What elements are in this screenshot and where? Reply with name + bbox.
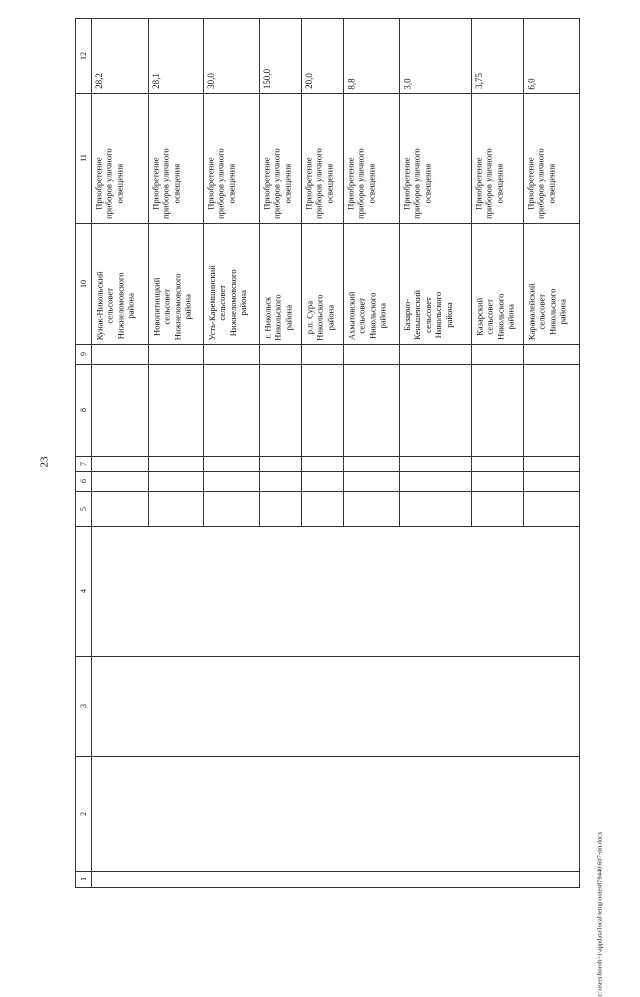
column-number-header: 6 xyxy=(78,479,88,483)
table-gridline-vertical xyxy=(399,93,400,223)
table-gridline-vertical xyxy=(399,344,400,364)
amount-cell: 3,75 xyxy=(473,73,484,89)
table-gridline-vertical xyxy=(203,364,204,456)
column-number-header: 2 xyxy=(78,811,88,816)
municipality-cell: Новопятницкий сельсовет Нижнеломовского района xyxy=(151,272,193,340)
municipality-cell: Карамалейский сельсовет Никольского района xyxy=(526,282,568,340)
purpose-cell: Приобретение приборов уличного освещения xyxy=(303,148,335,219)
amount-cell: 28,1 xyxy=(150,73,161,89)
table-gridline-vertical xyxy=(301,344,302,364)
table-gridline-horizontal xyxy=(76,364,579,365)
table-gridline-vertical xyxy=(523,93,524,223)
table-gridline-vertical xyxy=(259,364,260,456)
table-gridline-vertical xyxy=(343,93,344,223)
municipality-cell: Казарский сельсовет Никольского района xyxy=(474,293,516,341)
amount-cell: 8,8 xyxy=(346,77,357,90)
table-gridline-vertical xyxy=(399,19,400,93)
table-gridline-horizontal xyxy=(76,223,579,224)
table-gridline-vertical xyxy=(203,223,204,344)
column-number-header: 10 xyxy=(78,279,88,288)
column-number-header: 4 xyxy=(78,589,88,593)
table-gridline-vertical xyxy=(259,19,260,93)
table-gridline-vertical xyxy=(399,223,400,344)
purpose-cell: Приобретение приборов уличного освещения xyxy=(93,148,125,219)
column-number-header: 1 xyxy=(78,877,88,881)
table-gridline-vertical xyxy=(148,344,149,364)
table-gridline-vertical xyxy=(203,456,204,471)
municipality-cell: Усть-Каремшинский сельсовет Нижнеломовского района xyxy=(206,264,248,341)
table-gridline-vertical xyxy=(148,223,149,344)
table-gridline-vertical xyxy=(259,471,260,491)
column-number-header: 3 xyxy=(78,704,88,708)
table-gridline-vertical xyxy=(471,471,472,491)
table-gridline-vertical xyxy=(259,93,260,223)
table-gridline-vertical xyxy=(523,471,524,491)
municipality-cell: р.п. Сура Никольского района xyxy=(304,293,335,341)
table-gridline-vertical xyxy=(471,344,472,364)
table-gridline-vertical xyxy=(301,364,302,456)
table-gridline-horizontal xyxy=(76,471,579,472)
table-gridline-vertical xyxy=(301,456,302,471)
table-gridline-vertical xyxy=(203,491,204,526)
municipality-cell: г. Никольск Никольского района xyxy=(262,293,293,341)
table-gridline-vertical xyxy=(148,491,149,526)
amount-cell: 20,0 xyxy=(303,73,314,89)
municipality-cell: Базарно- Кеньшенский сельсовет Никольского района xyxy=(401,290,454,340)
table-gridline-vertical xyxy=(301,491,302,526)
table-gridline-vertical xyxy=(523,344,524,364)
table-gridline-vertical xyxy=(91,19,92,887)
table-gridline-vertical xyxy=(301,471,302,491)
column-number-header: 11 xyxy=(78,154,88,162)
table-gridline-vertical xyxy=(343,364,344,456)
table-gridline-horizontal xyxy=(76,526,579,527)
table-gridline-horizontal xyxy=(76,344,579,345)
document-table xyxy=(75,18,580,888)
municipality-cell: Ахматовский сельсовет Никольского района xyxy=(345,291,388,340)
table-gridline-horizontal xyxy=(76,491,579,492)
amount-cell: 28,2 xyxy=(93,73,104,89)
column-number-header: 9 xyxy=(78,352,88,356)
table-gridline-vertical xyxy=(301,223,302,344)
table-gridline-vertical xyxy=(259,491,260,526)
amount-cell: 30,0 xyxy=(205,73,216,89)
table-gridline-vertical xyxy=(399,456,400,471)
table-gridline-vertical xyxy=(523,491,524,526)
table-gridline-vertical xyxy=(343,19,344,93)
table-gridline-vertical xyxy=(471,19,472,93)
table-gridline-horizontal xyxy=(76,456,579,457)
table-gridline-vertical xyxy=(203,93,204,223)
amount-cell: 6,0 xyxy=(526,77,537,90)
amount-cell: 3,0 xyxy=(402,77,413,90)
table-gridline-vertical xyxy=(148,93,149,223)
table-gridline-vertical xyxy=(471,456,472,471)
purpose-cell: Приобретение приборов уличного освещения xyxy=(261,148,293,219)
table-gridline-vertical xyxy=(301,93,302,223)
file-path-footer: c:\users\boroh~1\appdata\local\temp\notes879440\607-пп.docx xyxy=(596,831,604,997)
table-gridline-vertical xyxy=(259,223,260,344)
table-gridline-vertical xyxy=(343,491,344,526)
page-number: 23 xyxy=(38,456,51,468)
table-gridline-vertical xyxy=(523,456,524,471)
table-gridline-vertical xyxy=(399,491,400,526)
column-number-header: 8 xyxy=(78,408,88,412)
table-gridline-vertical xyxy=(148,471,149,491)
table-gridline-vertical xyxy=(203,344,204,364)
table-gridline-horizontal xyxy=(76,756,579,757)
table-gridline-horizontal xyxy=(76,656,579,657)
table-gridline-vertical xyxy=(471,491,472,526)
purpose-cell: Приобретение приборов уличного освещения xyxy=(473,148,505,219)
table-gridline-vertical xyxy=(471,223,472,344)
purpose-cell: Приобретение приборов уличного освещения xyxy=(345,148,377,219)
table-gridline-vertical xyxy=(259,344,260,364)
table-gridline-horizontal xyxy=(76,93,579,94)
purpose-cell: Приобретение приборов уличного освещения xyxy=(401,148,433,219)
table-gridline-vertical xyxy=(399,364,400,456)
table-gridline-vertical xyxy=(301,19,302,93)
table-gridline-vertical xyxy=(203,19,204,93)
purpose-cell: Приобретение приборов уличного освещения xyxy=(150,148,182,219)
column-number-header: 7 xyxy=(78,461,88,466)
table-gridline-horizontal xyxy=(76,871,579,872)
table-gridline-vertical xyxy=(523,223,524,344)
table-gridline-vertical xyxy=(471,364,472,456)
table-gridline-vertical xyxy=(343,223,344,344)
table-gridline-vertical xyxy=(148,19,149,93)
column-number-header: 12 xyxy=(78,52,88,60)
table-gridline-vertical xyxy=(343,344,344,364)
purpose-cell: Приобретение приборов уличного освещения xyxy=(525,148,557,219)
table-gridline-vertical xyxy=(471,93,472,223)
table-gridline-vertical xyxy=(523,364,524,456)
table-gridline-vertical xyxy=(343,456,344,471)
table-gridline-vertical xyxy=(523,19,524,93)
purpose-cell: Приобретение приборов уличного освещения xyxy=(205,148,237,219)
table-gridline-vertical xyxy=(259,456,260,471)
table-gridline-vertical xyxy=(203,471,204,491)
municipality-cell: Кунак-Никольский сельсовет Нижнеломовского района xyxy=(94,270,136,340)
table-gridline-vertical xyxy=(343,471,344,491)
column-number-header: 5 xyxy=(78,506,88,511)
table-gridline-vertical xyxy=(148,456,149,471)
amount-cell: 150,0 xyxy=(262,68,273,90)
table-gridline-vertical xyxy=(148,364,149,456)
table-gridline-vertical xyxy=(399,471,400,491)
